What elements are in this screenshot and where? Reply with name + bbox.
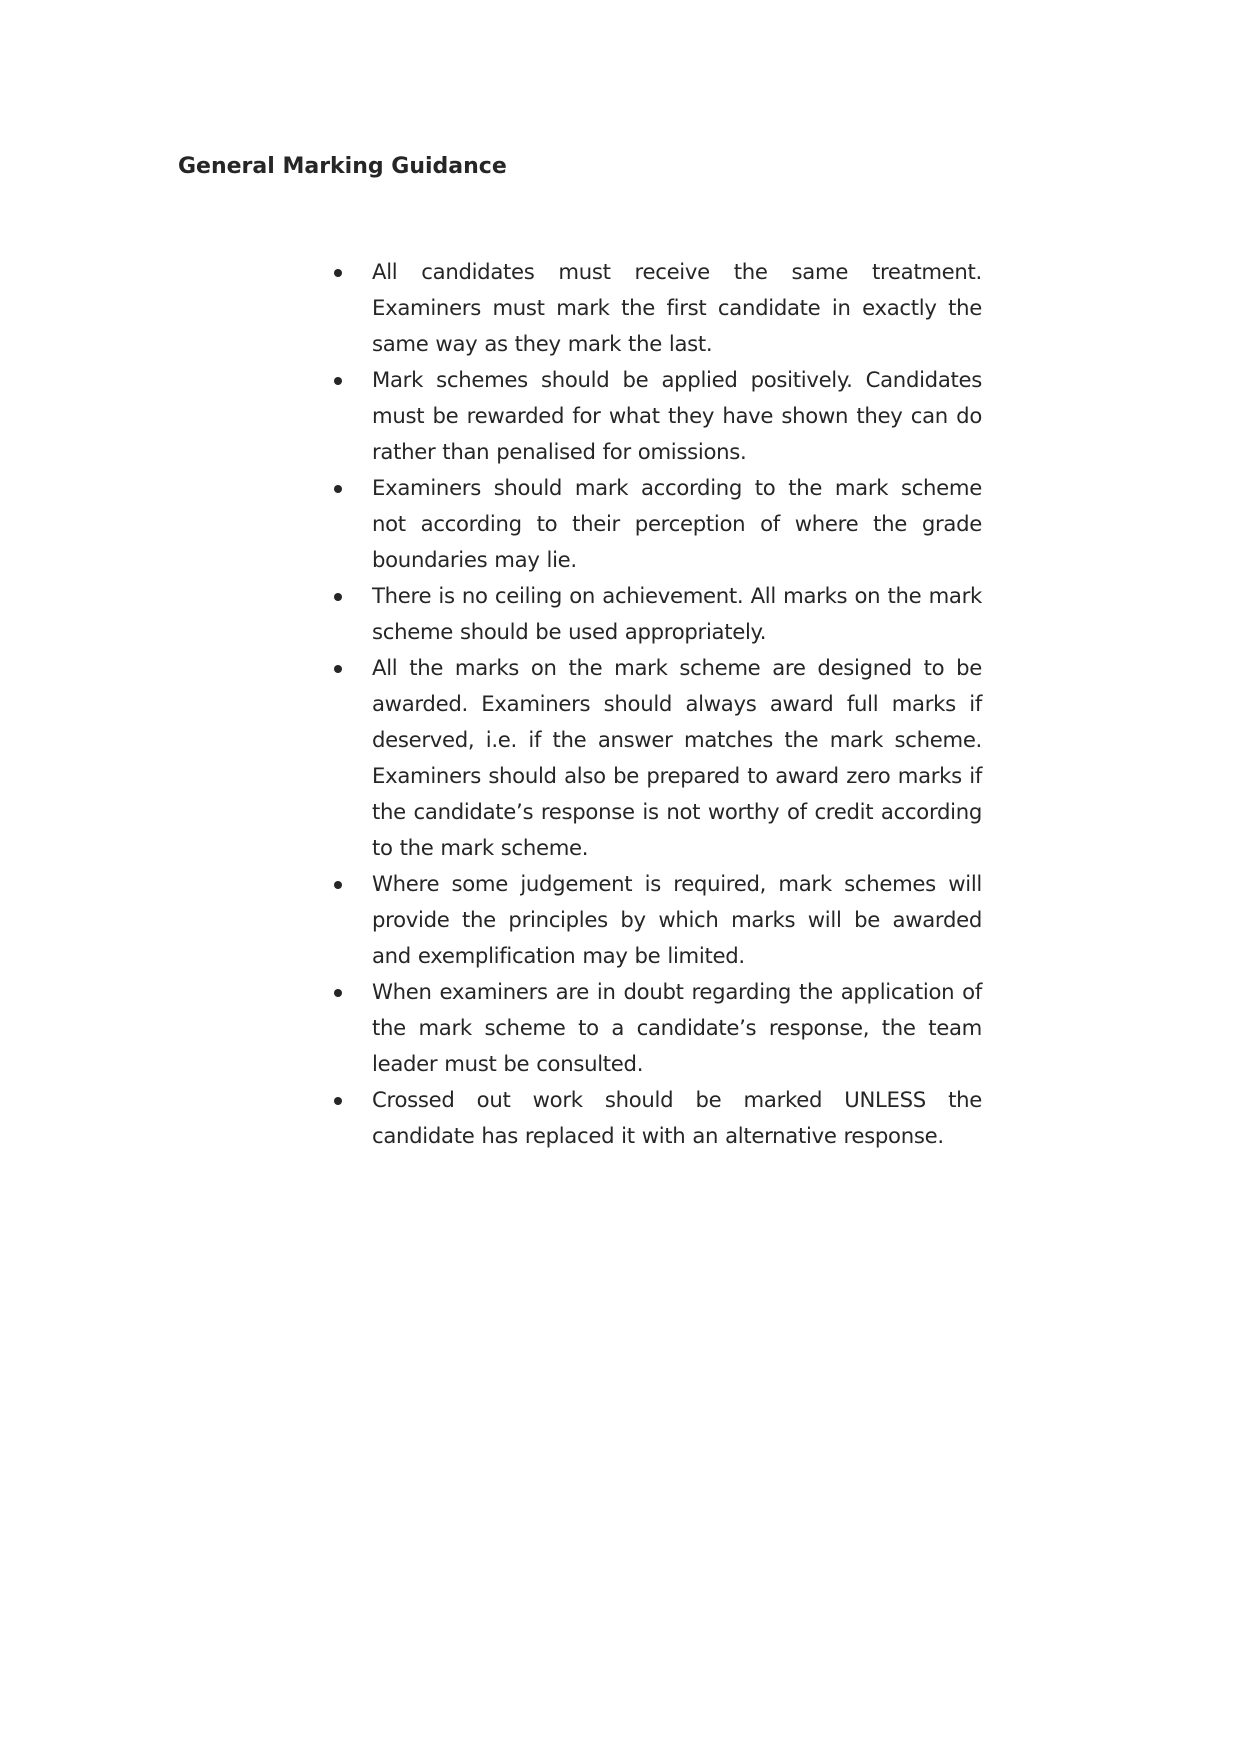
list-item <box>332 866 982 974</box>
list-item-text: Where some judgement is required, mark schemes will provide the principles by which marks will be awarded and exemplification may be limited. <box>372 871 982 968</box>
list-item <box>332 578 982 650</box>
list-item-text: When examiners are in doubt regarding the application of the mark scheme to a candidate’s response, the team leader must be consulted. <box>372 979 982 1076</box>
list-item <box>332 254 982 362</box>
list-item-text: Mark schemes should be applied positively. Candidates must be rewarded for what they have shown they can do rather than penalised for omissions. <box>372 367 982 464</box>
list-item <box>332 362 982 470</box>
list-item <box>332 974 982 1082</box>
bullet-icon <box>334 269 342 277</box>
guidance-list <box>332 254 982 1154</box>
list-item-text: Crossed out work should be marked UNLESS the candidate has replaced it with an alternative response. <box>372 1087 982 1148</box>
list-item-text: All the marks on the mark scheme are designed to be awarded. Examiners should always award full marks if deserved, i.e. if the answer matches the mark scheme. Examiners should also be prepared to award zero marks if the candidate’s response is not worthy of credit according to the mark scheme. <box>372 655 982 860</box>
bullet-icon <box>334 593 342 601</box>
page-title: General Marking Guidance <box>178 154 507 179</box>
bullet-icon <box>334 881 342 889</box>
list-item-text: There is no ceiling on achievement. All marks on the mark scheme should be used appropriately. <box>372 583 982 644</box>
bullet-icon <box>334 485 342 493</box>
list-item <box>332 1082 982 1154</box>
bullet-icon <box>334 377 342 385</box>
list-item-text: All candidates must receive the same treatment. Examiners must mark the first candidate in exactly the same way as they mark the last. <box>372 259 982 356</box>
list-item <box>332 470 982 578</box>
bullet-icon <box>334 989 342 997</box>
list-item-text: Examiners should mark according to the mark scheme not according to their perception of where the grade boundaries may lie. <box>372 475 982 572</box>
bullet-icon <box>334 665 342 673</box>
bullet-icon <box>334 1097 342 1105</box>
list-item <box>332 650 982 866</box>
